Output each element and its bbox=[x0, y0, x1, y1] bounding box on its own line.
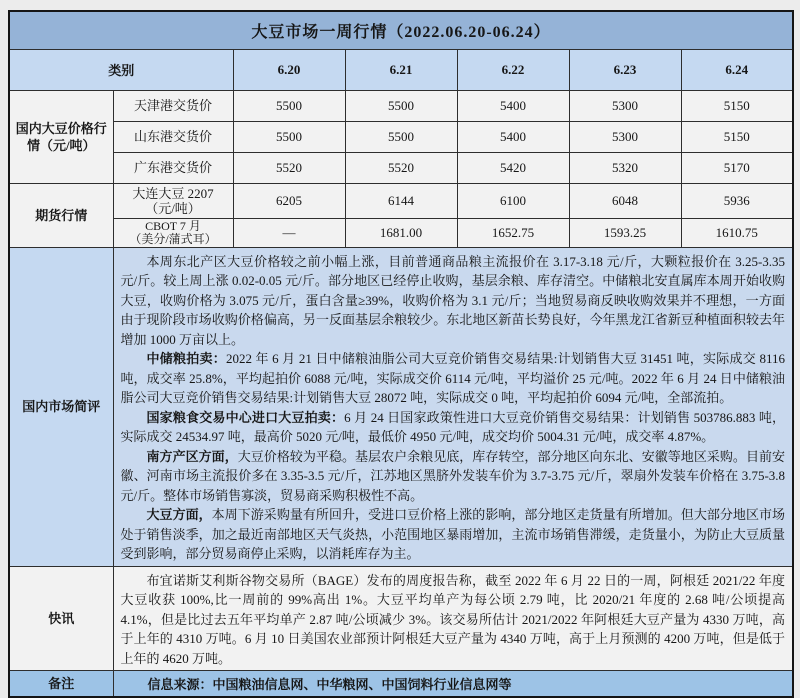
row-name-guangdong-port: 广东港交货价 bbox=[113, 152, 233, 183]
price-cell: 5520 bbox=[345, 152, 457, 183]
commentary-paragraph bbox=[121, 447, 786, 506]
price-cell: 5400 bbox=[457, 90, 569, 121]
paragraph-lead: 中储粮拍卖： bbox=[146, 351, 226, 366]
row-name-line: 大连大豆 2207 bbox=[132, 185, 214, 201]
price-cell: 5320 bbox=[569, 152, 681, 183]
price-cell: 5500 bbox=[233, 90, 345, 121]
section-label-news-flash: 快讯 bbox=[9, 566, 113, 671]
price-cell: — bbox=[233, 218, 345, 247]
row-name-shandong-port: 山东港交货价 bbox=[113, 121, 233, 152]
column-header-date-4: 6.23 bbox=[569, 49, 681, 90]
section-label-futures: 期货行情 bbox=[9, 183, 113, 247]
soybean-weekly-report-table bbox=[8, 10, 794, 698]
price-cell: 5420 bbox=[457, 152, 569, 183]
row-name-line: （元/吨） bbox=[145, 200, 201, 216]
price-cell: 5150 bbox=[681, 121, 793, 152]
price-cell: 6048 bbox=[569, 183, 681, 218]
price-cell: 5400 bbox=[457, 121, 569, 152]
price-cell: 5936 bbox=[681, 183, 793, 218]
price-cell: 6100 bbox=[457, 183, 569, 218]
column-header-category: 类别 bbox=[9, 49, 233, 90]
section-label-market-commentary: 国内市场简评 bbox=[9, 247, 113, 566]
price-cell: 1610.75 bbox=[681, 218, 793, 247]
market-commentary-text bbox=[113, 247, 793, 566]
price-cell: 1652.75 bbox=[457, 218, 569, 247]
price-cell: 5170 bbox=[681, 152, 793, 183]
section-label-domestic-prices: 国内大豆价格行情（元/吨） bbox=[9, 90, 113, 183]
price-cell: 6144 bbox=[345, 183, 457, 218]
row-name-line: CBOT 7 月 bbox=[145, 218, 201, 233]
price-cell: 5300 bbox=[569, 121, 681, 152]
row-name-dalian-soybean-2207 bbox=[113, 183, 233, 218]
commentary-paragraph bbox=[121, 252, 786, 350]
column-header-date-5: 6.24 bbox=[681, 49, 793, 90]
price-cell: 5300 bbox=[569, 90, 681, 121]
paragraph-text: 2022 年 6 月 21 日中储粮油脂公司大豆竞价销售交易结果:计划销售大豆 31451 吨，实际成交 8116 吨，成交率 25.8%，平均起拍价 6088 元/吨，实际成交价 6114 元/吨，平均溢价 25 元/吨。2022 年 6 月 24 日中储粮油脂公司大豆竞价销售交易结果:计划销售大豆 28072 吨，实际成交 0 吨，平均起拍价 6094 元/吨，全部流拍。 bbox=[120, 351, 786, 405]
news-paragraph bbox=[121, 571, 786, 669]
price-cell: 5500 bbox=[233, 121, 345, 152]
price-cell: 1681.00 bbox=[345, 218, 457, 247]
price-cell: 1593.25 bbox=[569, 218, 681, 247]
commentary-paragraph bbox=[121, 349, 786, 408]
column-header-date-1: 6.20 bbox=[233, 49, 345, 90]
paragraph-lead: 南方产区方面， bbox=[146, 448, 238, 464]
price-cell: 6205 bbox=[233, 183, 345, 218]
paragraph-text: 大豆价格较为平稳。基层农户余粮见底，库存转空，部分地区向东北、安徽等地区采购。目前安徽、河南市场主流报价多在 3.35-3.5 元/斤，江苏地区黑脐外发装车价为 3.7-3.75 元/斤，翠扇外发装车价格在 3.75-3.8 元/斤。整体市场销售寡淡，贸易商采购积极性不高。 bbox=[120, 448, 786, 503]
price-cell: 5520 bbox=[233, 152, 345, 183]
paragraph-text: 布宜诺斯艾利斯谷物交易所（BAGE）发布的周度报告称，截至 2022 年 6 月 22 日的一周，阿根廷 2021/22 年度大豆收获 100%,比一周前的 99%高出 1%。大豆平均单产为每公顷 2.79 吨，比 2020/21 年度的 2.68 吨/公顷提高 4.1%，但是比过去五年平均单产 2.87 吨/公顷减少 3%。该交易所估计 2021/2022 年阿根廷大豆产量为 4330 万吨，高于上年的 4310 万吨。6 月 10 日美国农业部预计阿根廷大豆产量为 4340 万吨，高于上月预测的 4200 万吨，但是低于上年的 4620 万吨。 bbox=[120, 572, 786, 666]
commentary-paragraph bbox=[121, 408, 786, 447]
paragraph-text: 本周下游采购量有所回升，受进口豆价格上涨的影响，部分地区走货量有所增加。但大部分地区市场处于销售淡季，加之最近南部地区天气炎热，小范围地区暴雨增加，主流市场销售滞缓，走货量小，为防止大豆质量受到影响，部分贸易商停止采购，以消耗库存为主。 bbox=[120, 507, 786, 561]
price-cell: 5500 bbox=[345, 121, 457, 152]
commentary-paragraph bbox=[121, 505, 786, 564]
row-name-tianjin-port: 天津港交货价 bbox=[113, 90, 233, 121]
paragraph-lead: 国家粮食交易中心进口大豆拍卖： bbox=[146, 409, 345, 425]
news-flash-text bbox=[113, 566, 793, 671]
paragraph-text: 6 月 24 日国家政策性进口大豆竞价销售交易结果：计划销售 503786.883 吨，实际成交 24534.97 吨，最高价 5020 元/吨，最低价 4950 元/吨，成交均价 5004.31 元/吨，成交率 4.87%。 bbox=[120, 409, 786, 444]
row-name-cbot-july bbox=[113, 218, 233, 247]
price-cell: 5150 bbox=[681, 90, 793, 121]
column-header-date-3: 6.22 bbox=[457, 49, 569, 90]
remark-source-text: 信息来源：中国粮油信息网、中华粮网、中国饲料行业信息网等 bbox=[113, 671, 793, 697]
row-name-line: （美分/蒲式耳） bbox=[129, 231, 217, 246]
paragraph-lead: 大豆方面， bbox=[146, 507, 212, 522]
paragraph-text: 本周东北产区大豆价格较之前小幅上涨，目前普通商品粮主流报价在 3.17-3.18 元/斤，大颗粒报价在 3.25-3.35 元/斤。较上周上涨 0.02-0.05 元/斤。部分地区已经停止收购，基层余粮、库存清空。中储粮北安直属库本周开始收购大豆，收购价格为 3.075 元/斤，蛋白含量≥39%，收购价格为 3.1 元/斤；当地贸易商反映收购效果并不理想，一方面由于现阶段市场收购价格偏高，另一反面基层余粮较少。东北地区新苗长势良好，今年黑龙江省新豆种植面积较去年增加 1000 万亩以上。 bbox=[120, 253, 786, 347]
column-header-date-2: 6.21 bbox=[345, 49, 457, 90]
price-cell: 5500 bbox=[345, 90, 457, 121]
report-title: 大豆市场一周行情（2022.06.20-06.24） bbox=[9, 11, 793, 49]
section-label-remark: 备注 bbox=[9, 671, 113, 697]
